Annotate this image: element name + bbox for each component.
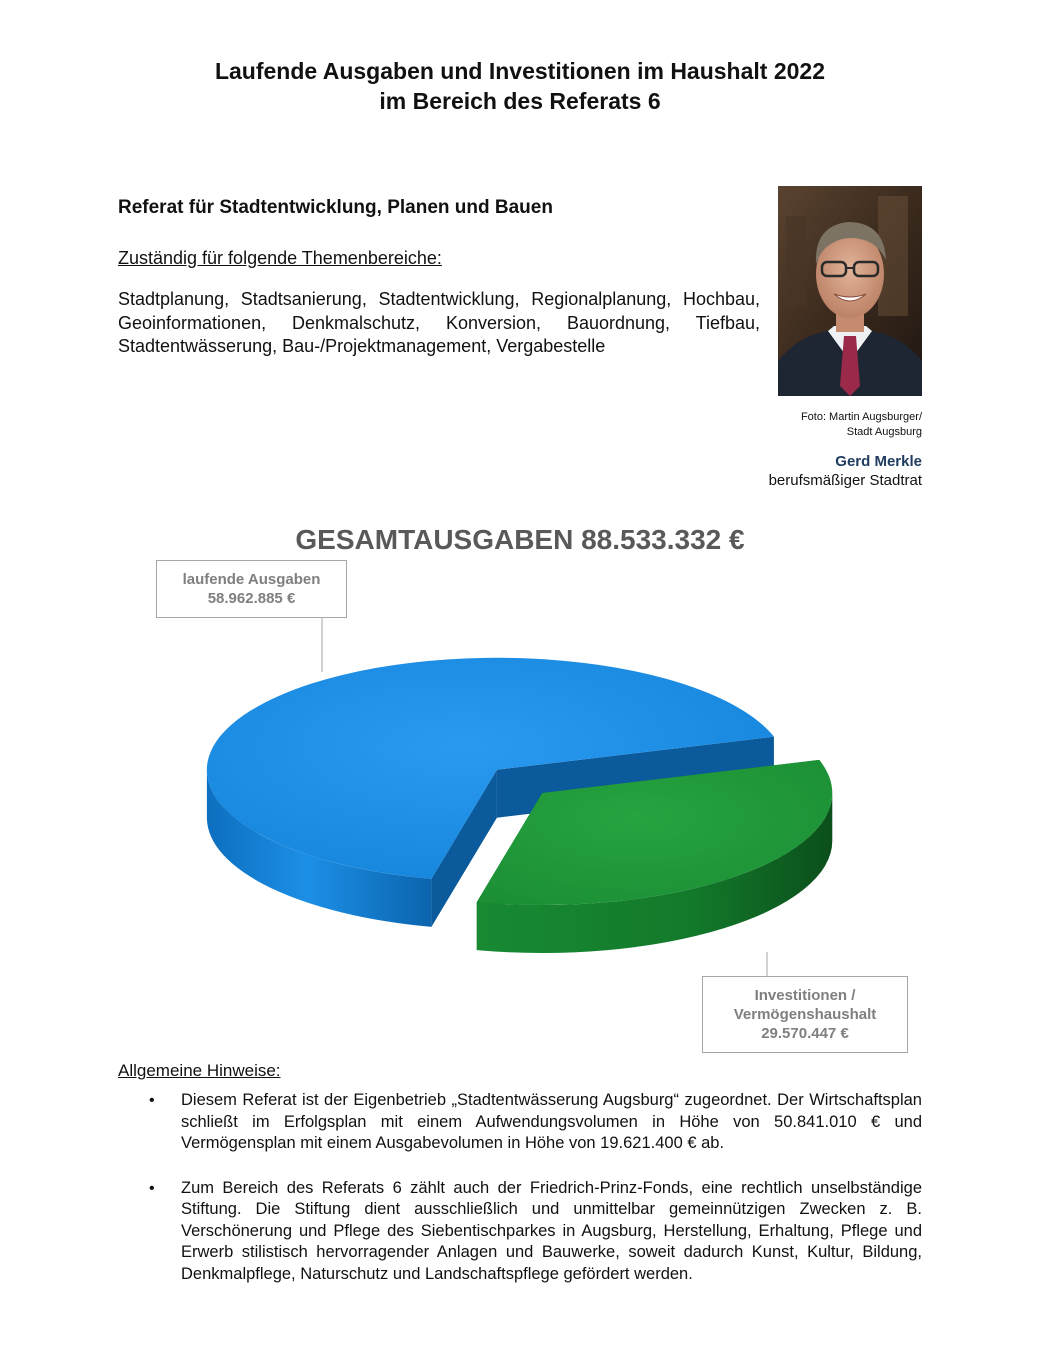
referat-heading: Referat für Stadtentwicklung, Planen und Bauen [118, 197, 553, 218]
bullet-icon: • [149, 1092, 155, 1109]
list-item [118, 1178, 922, 1286]
photo-credit-line-1: Foto: Martin Augsburger/ [800, 411, 922, 423]
notes-label: Allgemeine Hinweise: [118, 1061, 281, 1080]
slice-label-investment-name-line-1: Investitionen / [754, 987, 856, 1004]
slice-label-investment-value: 29.570.447 € [761, 1025, 849, 1042]
document-title-line-1: Laufende Ausgaben und Investitionen im Haushalt 2022 [214, 58, 826, 84]
slice-label-running-value: 58.962.885 € [207, 590, 296, 607]
topics-text: Stadtplanung, Stadtsanierung, Stadtentwicklung, Regionalplanung, Hochbau, Geoinformationen, Denkmalschutz, Konversion, Bauordnung, Tiefbau, Stadtentwässerung, Bau-/Projektmanagement, Vergabestelle [118, 289, 760, 356]
bullet-icon: • [149, 1179, 155, 1197]
slice-label-running-name: laufende Ausgaben [182, 571, 321, 588]
note-text: Zum Bereich des Referats 6 zählt auch der Friedrich-Prinz-Fonds, eine rechtlich unselbständige Stiftung. Die Stiftung dient ausschließlich und unmittelbar gemeinnützigen Zwecken z. B. Verschönerung und Pflege des Siebentischparkes in Augsburg, Herstellung, Erhaltung, Pflege und Erwerb stilistisch hervorragender Anlagen und Bauwerke, soweit dadurch Kunst, Kultur, Bildung, Denkmalpflege, Naturschutz und Landschaftspflege gefördert werden. [181, 1178, 922, 1283]
chart-title: GESAMTAUSGABEN 88.533.332 € [295, 524, 745, 555]
photo-credit-line-2: Stadt Augsburg [846, 426, 922, 438]
slice-label-investment [702, 976, 908, 1053]
notes-list [118, 1090, 922, 1285]
note-text: Diesem Referat ist der Eigenbetrieb „Stadtentwässerung Augsburg“ zugeordnet. Der Wirtschaftsplan schließt im Erfolgsplan mit einem Aufwendungsvolumen in Höhe von 50.841.010 € und Vermögensplan mit einem Ausgabevolumen in Höhe von 19.621.400 € ab. [181, 1091, 922, 1152]
person-role: berufsmäßiger Stadtrat [768, 472, 922, 489]
topics-label: Zuständig für folgende Themenbereiche: [118, 248, 442, 268]
slice-label-running [156, 560, 347, 618]
slice-label-investment-name-line-2: Vermögenshaushalt [733, 1006, 877, 1023]
document-title-line-2: im Bereich des Referats 6 [379, 88, 661, 114]
person-name: Gerd Merkle [835, 453, 922, 470]
list-item [118, 1090, 922, 1155]
